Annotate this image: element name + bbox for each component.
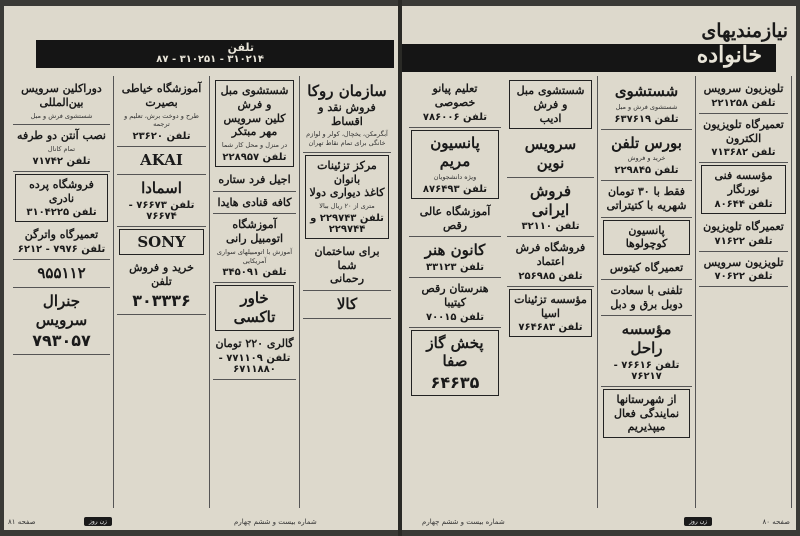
ad-title: کالا: [336, 295, 358, 314]
ad-title: پانسیون مریم: [430, 133, 480, 171]
ad-title: ۹۵۵۱۱۲: [37, 264, 86, 283]
right-page-number: صفحه ۸۰: [762, 518, 790, 526]
classified-ad: [117, 147, 206, 175]
ad-subtitle: فروش نقد و اقساط: [318, 100, 376, 128]
ad-subtitle: بصیرت: [145, 95, 178, 109]
ad-title: خاور تاکسی: [233, 289, 276, 327]
classified-ad: [699, 78, 788, 114]
ad-phone: تلفن ۷۰۰۱۵: [425, 311, 485, 323]
classified-ad: [13, 260, 110, 288]
right-page: [402, 6, 796, 530]
classified-ad: [215, 285, 294, 331]
right-logo: زن روز: [684, 517, 712, 526]
classified-ad: [213, 333, 296, 380]
ad-body: خرید و فروش: [627, 154, 666, 163]
classified-ad: [303, 241, 391, 291]
classified-ad: [601, 316, 692, 387]
ad-title: اجیل فرد ستاره: [218, 172, 291, 186]
ad-subtitle: ادیب: [539, 111, 562, 125]
ad-phone: تلفن ۲۳۶۲۰: [132, 131, 191, 143]
ad-phone: تلفن ۲۲۹۸۴۵: [614, 165, 679, 177]
left-issue-line: شماره بیست و ششم چهارم: [234, 518, 317, 526]
ad-phone: تلفن ۷۶۶۷۳ - ۷۶۶۷۴: [128, 199, 195, 222]
ad-subtitle: رحمانی: [329, 272, 365, 286]
classified-ad: [303, 78, 391, 153]
classified-ad: [213, 192, 296, 215]
ad-title: تلویزیون سرویس: [703, 82, 784, 95]
ad-body: شستشوی فرش و مبل: [615, 102, 678, 111]
ad-phone: تلفن ۲۲۸۹۵۷: [222, 151, 287, 163]
classified-ad: [603, 389, 690, 438]
ad-phone: تلفن ۸۰۶۴۴: [714, 198, 773, 210]
classified-ad: [411, 130, 499, 199]
ad-title: تلویزیون سرویس: [703, 255, 784, 269]
ad-phone: تلفن ۷۸۶۰۰۶: [422, 111, 488, 123]
ad-phone: تلفن ۳۲۱۱۰: [521, 221, 580, 233]
ad-title: فروشگاه پرده نادری: [29, 177, 94, 205]
ad-phone: تلفن ۷۶۶۱۶ - ۷۶۲۱۷: [613, 359, 680, 382]
ad-phone: ۷۹۳۰۵۷: [32, 331, 91, 351]
ad-subtitle: کاغذ دیواری دولا: [309, 186, 385, 200]
ad-title: سرویس نوین: [524, 135, 577, 172]
ad-title: نصب آنتن دو طرفه: [17, 129, 106, 143]
ad-title: گالری ۲۲۰ تومان: [215, 336, 294, 350]
ad-title: پانسیون کوچولوها: [625, 223, 668, 251]
ad-phone: تلفن ۳۱۰۴۲۲۵: [26, 207, 97, 219]
ad-title: تعمیرگاه تلویزیون الکترون: [703, 117, 784, 145]
classified-ad: [409, 78, 501, 128]
ad-title: آموزشگاه عالی رقص: [419, 204, 491, 232]
ad-title: تعمیرگاه کیتوس: [609, 261, 684, 275]
ad-body: تمام کانال: [47, 145, 76, 154]
ad-title: شستشوی مبل و فرش: [516, 84, 585, 111]
ad-phone: تلفن ۷۱۶۲۲: [714, 235, 773, 247]
ad-title: شستشوی مبل و فرش: [220, 84, 289, 111]
ad-title: AKAI: [140, 151, 183, 170]
ad-phone: تلفن ۷۰۶۲۲: [714, 271, 773, 283]
classified-ad: [507, 178, 594, 238]
classified-ad: [117, 257, 206, 315]
ad-title: شستشوی: [614, 82, 679, 100]
ad-phone: تلفن ۷۷۱۱۰۹ - ۶۷۱۱۸۸۰: [218, 352, 291, 375]
left-header-band: [36, 40, 394, 68]
classified-ad: [409, 201, 501, 238]
right-header-band: [402, 44, 776, 72]
ad-title: دوراکلین سرویس بین‌المللی: [21, 82, 102, 109]
left-page: [4, 6, 398, 530]
classified-ad: [699, 114, 788, 164]
ad-phone: تلفن ۶۳۷۶۱۹: [614, 113, 679, 125]
classified-ad: [409, 237, 501, 278]
classified-ad: [509, 289, 592, 338]
ad-phone: تلفن ۷۹۷۶ - ۶۲۱۲: [17, 244, 106, 256]
left-column-4: [10, 76, 114, 508]
ad-title: کافه قنادی هایدا: [217, 195, 292, 209]
classified-ad: [601, 181, 692, 218]
classified-ad: [15, 174, 108, 223]
classified-ad: [13, 224, 110, 260]
classified-ad: [701, 165, 786, 214]
classified-ad: [601, 280, 692, 317]
ad-title: پخش گاز صفا: [426, 333, 484, 371]
classified-ad: [303, 291, 391, 319]
classified-ad: [411, 330, 499, 397]
classified-ad: [603, 220, 690, 256]
ad-body: در منزل و محل کار شما: [221, 141, 288, 149]
ad-title: مرکز تزئینات بانوان: [317, 158, 377, 186]
left-column-1: [300, 76, 394, 508]
ad-phone: تلفن ۲۲۱۲۵۸: [711, 97, 776, 109]
ad-title: برای ساختمان شما: [314, 244, 380, 272]
ad-title: اسمادا: [141, 178, 182, 197]
classified-ad: [305, 155, 389, 239]
ad-phone: تلفن ۷۱۳۶۸۲: [711, 147, 776, 159]
ad-title: تلفنی با سعادت دوبل برق و دبل: [610, 283, 683, 311]
ad-title: تعلیم پیانو خصوصی: [432, 82, 478, 109]
classified-ad: [509, 80, 592, 129]
classified-ad: [601, 257, 692, 280]
ad-body: ویژه دانشجویان: [433, 173, 477, 181]
classified-ad: [117, 78, 206, 147]
right-column-1: [406, 76, 504, 508]
classified-ad: [13, 288, 110, 356]
ad-title: آموزشگاه خیاطی: [121, 82, 202, 95]
ad-title: سازمان روکا: [307, 82, 387, 100]
ad-subtitle: کلین سرویس مهر مبتکر: [223, 111, 286, 139]
left-page-number: صفحه ۸۱: [8, 518, 36, 526]
ad-title: از شهرستانها نمایندگی فعال میپذیریم: [613, 392, 680, 434]
classified-ad: [507, 237, 594, 287]
ad-phone: تلفن ۳۴۵۰۹۱: [222, 267, 287, 279]
right-issue-line: شماره بیست و ششم چهارم: [422, 518, 505, 526]
classified-ad: [117, 175, 206, 227]
ad-title: آموزشگاه اتومبیل رانی: [225, 218, 284, 246]
right-column-3: [598, 76, 696, 508]
left-header-label: تلفن: [227, 41, 254, 54]
ad-body: آموزش با اتومبیلهای سواری آمریکایی: [216, 247, 293, 265]
ad-phone: تلفن ۷۱۷۴۲: [32, 155, 91, 167]
classified-ad: [507, 131, 594, 178]
classified-ad: [215, 80, 294, 167]
classified-ad: [213, 169, 296, 192]
ad-phone: ۶۴۶۳۵: [430, 373, 480, 393]
right-column-2: [504, 76, 598, 508]
left-header-phones: ۳۱۰۲۱۴ - ۳۱۰۲۵۱ - ۸۷: [156, 54, 264, 65]
ad-title: هنرستان رقص کیتیبا: [421, 282, 489, 309]
ad-title: تعمیرگاه واترگن: [24, 228, 99, 242]
classified-ad: [699, 252, 788, 288]
ad-title: خرید و فروش تلفن: [129, 261, 194, 289]
ad-title: مؤسسه تزئینات اسیا: [514, 292, 587, 320]
ad-phone: تلفن ۳۳۱۲۳: [425, 262, 485, 274]
ad-title: تعمیرگاه تلویزیون: [703, 219, 784, 233]
ad-body: طرح و دوخت برش، تعلیم و ترجمه: [124, 111, 199, 129]
ad-title: مؤسسه فنی نورنگار: [714, 169, 773, 196]
ad-title: فروش ایرانی: [529, 181, 571, 219]
right-header-banner: خانواده: [696, 42, 762, 68]
right-header-title: نیازمندیهای: [701, 20, 788, 42]
ad-phone: تلفن ۲۵۶۹۸۵: [518, 270, 583, 282]
ad-body: شستشوی فرش و مبل: [30, 111, 93, 120]
classified-ad: [213, 214, 296, 283]
right-column-4: [696, 76, 792, 508]
left-column-2: [210, 76, 300, 508]
ad-title: مؤسسه راحل: [621, 320, 672, 358]
ad-title: SONY: [137, 232, 186, 251]
classified-ad: [13, 78, 110, 125]
classified-ad: [601, 78, 692, 130]
ad-body: آبگرمکن، یخچال، کولر و لوازم خانگی برای تمام نقاط تهران: [306, 130, 388, 148]
ad-title: بورس تلفن: [611, 133, 682, 152]
ad-body: متری از ۲۰ ریال ببالا: [319, 202, 375, 211]
classified-ad: [13, 125, 110, 172]
classified-ad: [409, 278, 501, 328]
ad-title: کانون هنر: [424, 241, 486, 260]
ad-phone: تلفن ۸۷۶۴۹۳: [422, 183, 488, 195]
left-logo: زن روز: [84, 517, 112, 526]
classified-ad: [119, 229, 204, 256]
ad-phone: ۳۰۳۳۳۶: [132, 290, 191, 310]
ad-title: فروشگاه فرش اعتماد: [515, 241, 586, 268]
ad-title: فقط با ۳۰ تومان شهریه با کتیتراتی: [606, 185, 687, 212]
ad-title: جنرال سرویس: [35, 291, 88, 329]
ad-phone: تلفن ۷۶۴۶۸۳: [518, 322, 583, 334]
ad-phone: تلفن ۲۲۹۷۴۳ و ۲۲۹۷۴۴: [310, 212, 384, 235]
classified-ad: [699, 216, 788, 252]
classified-ad: [601, 130, 692, 182]
left-column-3: [114, 76, 210, 508]
